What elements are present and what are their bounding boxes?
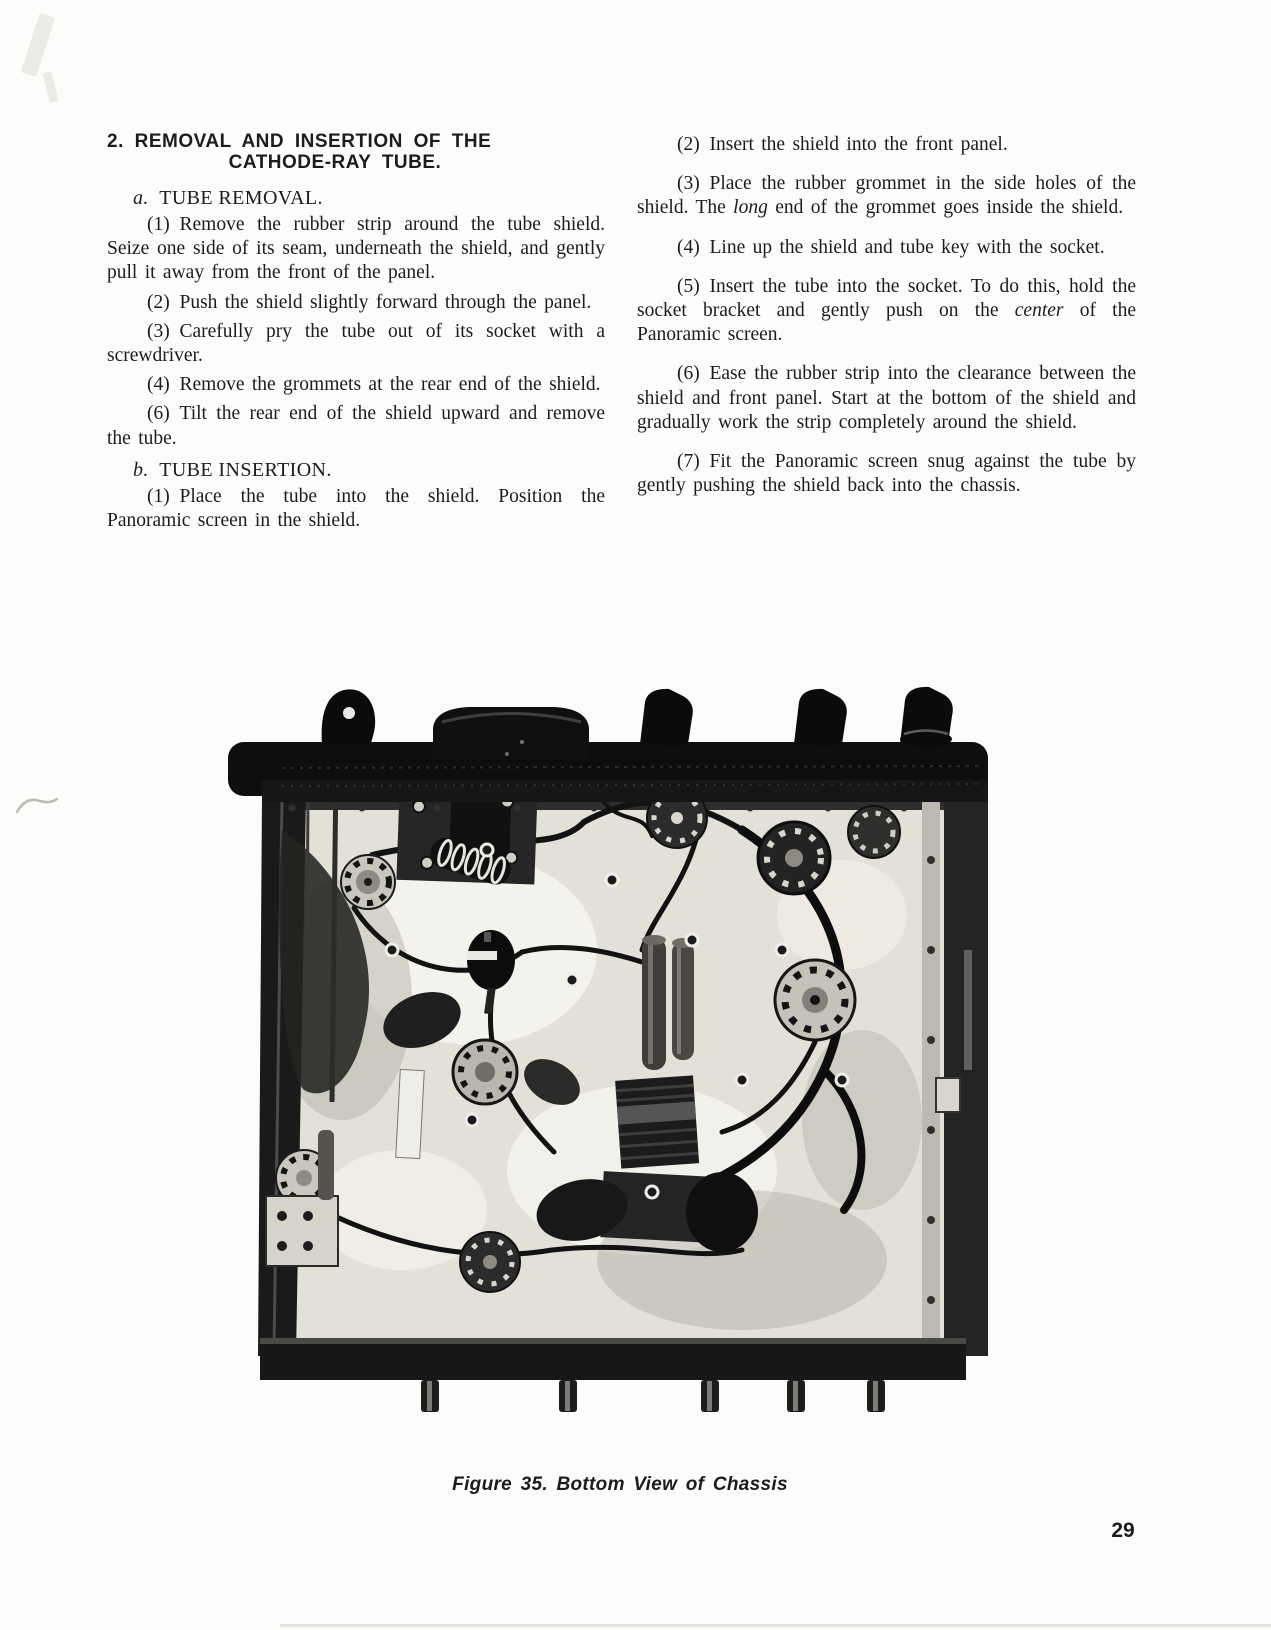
text-run: (1) Remove the rubber strip around the tube shield. Seize one side of its seam, underneath the shield, and gently pull it away from the front of the panel. — [107, 214, 605, 284]
text-run: (7) Fit the Panoramic screen snug against the tube by gently pushing the shield back into the chassis. — [637, 451, 1136, 497]
scan-pencil-mark — [14, 792, 60, 820]
scan-smudge — [43, 71, 59, 102]
body-paragraph — [637, 236, 1136, 260]
text-run: center — [1014, 300, 1064, 322]
text-run: end of the grommet goes inside the shield. — [767, 197, 1124, 219]
text-run: TUBE REMOVAL. — [148, 187, 323, 209]
subsection-heading — [107, 186, 605, 210]
text-run: TUBE INSERTION. — [148, 458, 332, 481]
body-paragraph — [637, 172, 1136, 220]
bell-knob — [322, 689, 376, 745]
pointer-knob — [900, 687, 953, 747]
body-paragraph — [107, 291, 605, 315]
front-panel — [228, 742, 988, 802]
text-run: (6) Tilt the rear end of the shield upward and remove the tube. — [107, 403, 605, 449]
body-paragraph — [637, 450, 1136, 498]
scan-smudge — [21, 13, 55, 77]
text-run: (4) Line up the shield and tube key with the socket. — [677, 236, 1105, 258]
text-run: (6) Ease the rubber strip into the clearance between the shield and front panel. Start at the bottom of the shield and gradually work the strip completely around the shield. — [637, 363, 1136, 433]
left-column-blocks — [107, 186, 605, 533]
body-paragraph — [107, 213, 605, 286]
text-run: b. — [133, 458, 149, 481]
pointer-knob — [640, 689, 693, 746]
body-paragraph — [107, 402, 605, 450]
chassis-photo — [222, 650, 994, 1422]
page-number: 29 — [1111, 1519, 1135, 1542]
body-paragraph — [637, 133, 1136, 157]
section-heading-line2: CATHODE-RAY TUBE. — [228, 152, 442, 173]
body-paragraph — [107, 485, 605, 533]
chassis-feet — [421, 1380, 885, 1412]
section-heading — [107, 131, 605, 173]
text-run: (3) Carefully pry the tube out of its socket with a screwdriver. — [107, 320, 605, 367]
text-run: of the Panoramic screen. — [637, 300, 1136, 346]
text-run: (1) Place the tube into the shield. Position the Panoramic screen in the shield. — [107, 485, 605, 532]
transformer — [615, 1075, 699, 1168]
text-run: (2) Push the shield slightly forward through the panel. — [147, 291, 592, 313]
section-heading-line1: 2. REMOVAL AND INSERTION OF THE — [107, 131, 492, 152]
figure-caption: Figure 35. Bottom View of Chassis — [452, 1474, 788, 1495]
text-run: (2) Insert the shield into the front panel. — [677, 134, 1008, 155]
text-run: a. — [133, 187, 149, 209]
body-paragraph — [107, 320, 605, 368]
text-run: (5) Insert the tube into the socket. To do this, hold the socket bracket and gently push on the — [637, 275, 1136, 322]
drum-knob — [433, 707, 589, 760]
text-run: long — [733, 197, 768, 219]
right-column-blocks — [637, 133, 1136, 498]
body-paragraph — [637, 362, 1136, 435]
body-paragraph — [107, 373, 605, 397]
scan-edge-line — [280, 1624, 1271, 1627]
text-run: (4) Remove the grommets at the rear end of the shield. — [147, 374, 601, 396]
subsection-heading — [107, 458, 605, 482]
right-column — [637, 133, 1136, 513]
chassis-bottom-frame — [260, 1338, 966, 1380]
body-paragraph — [637, 275, 1136, 348]
pointer-knob — [794, 689, 847, 746]
text-run: (3) Place the rubber grommet in the side holes of the shield. The — [637, 173, 1136, 219]
left-column — [107, 131, 605, 538]
terminal-strip — [266, 1196, 338, 1266]
